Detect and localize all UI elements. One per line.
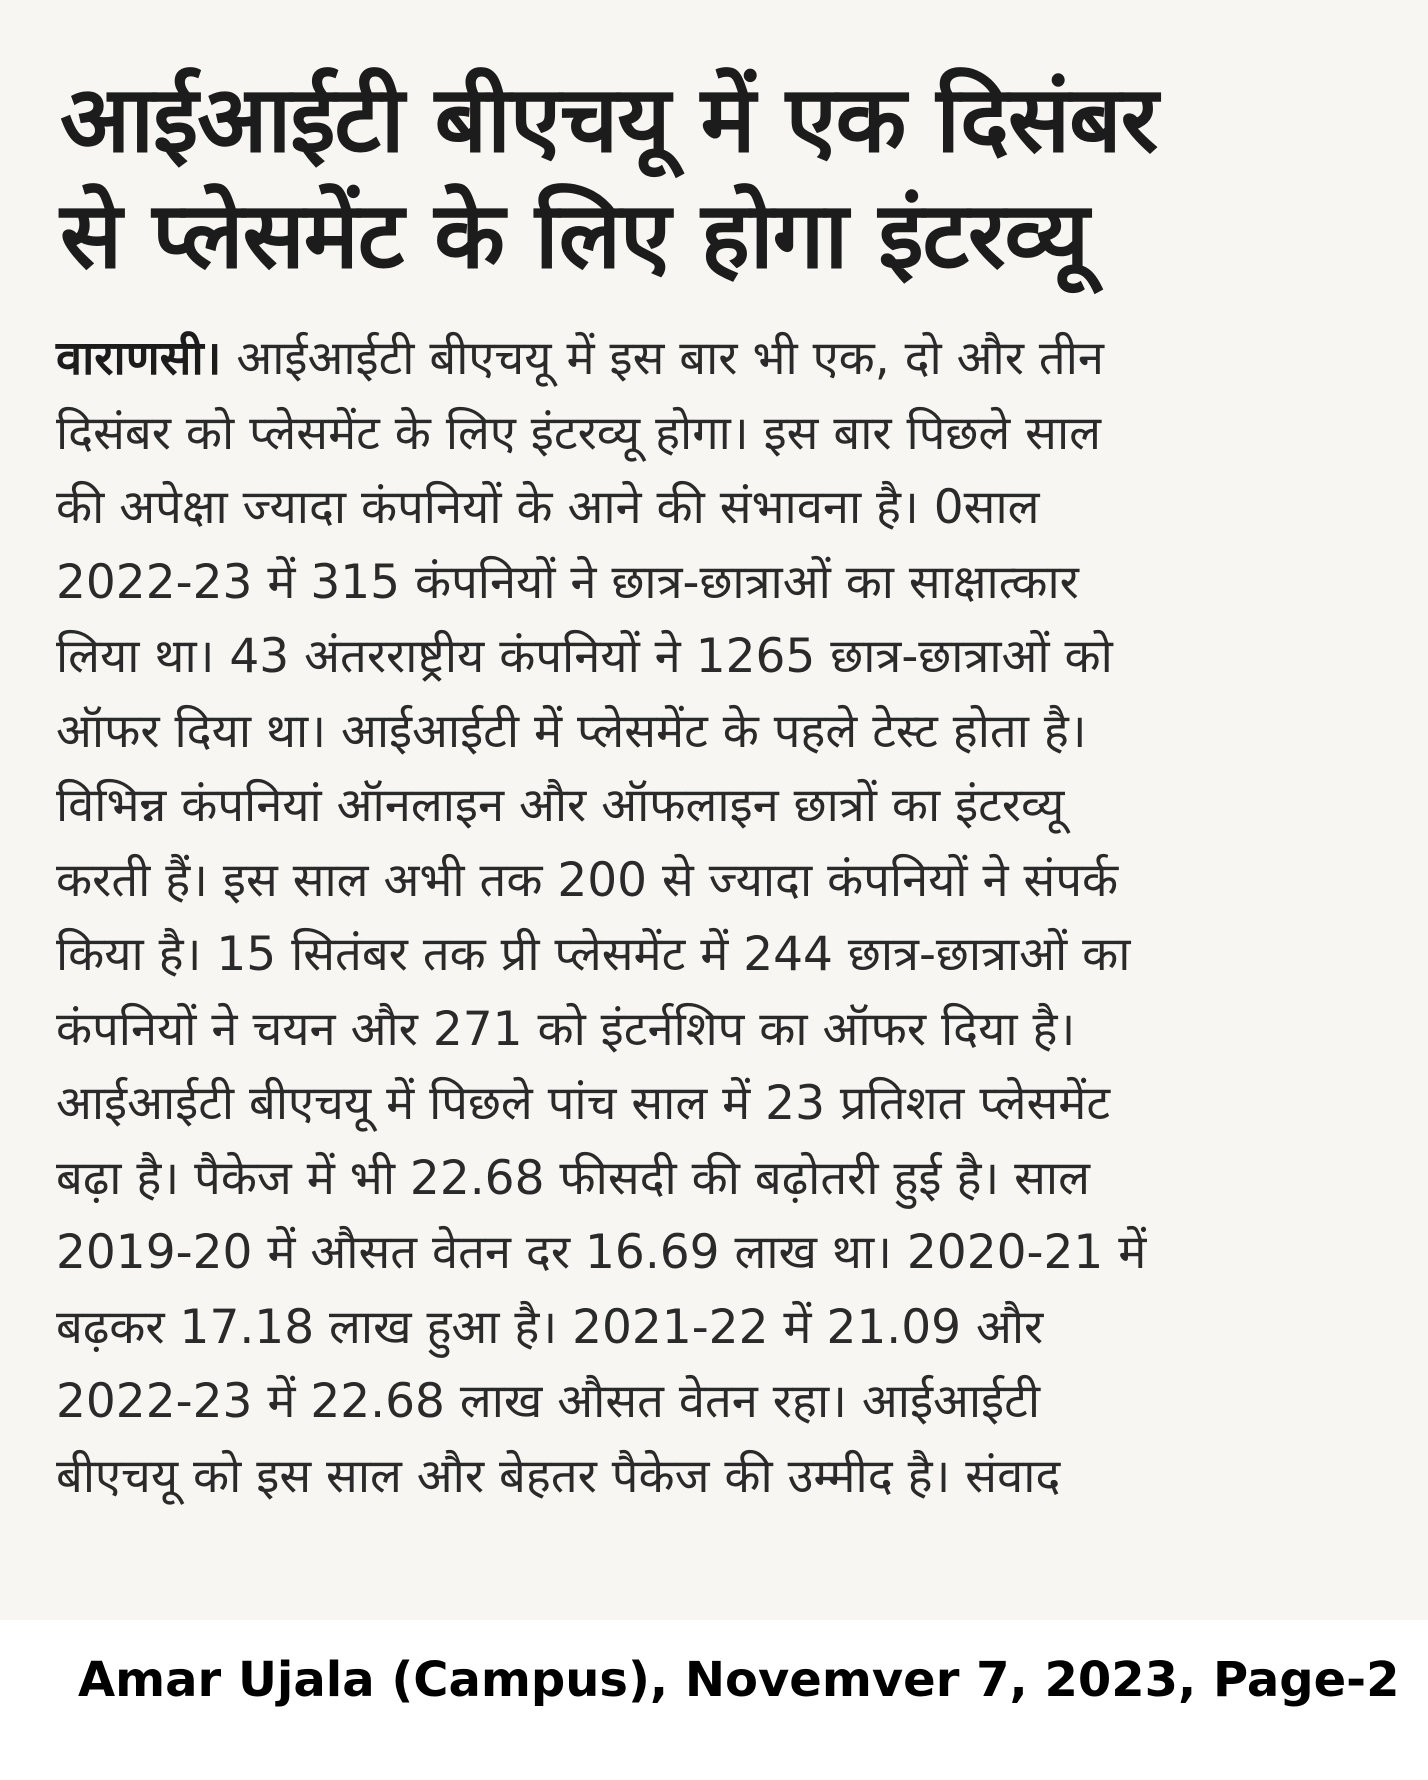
article-line: 2022-23 में 315 कंपनियों ने छात्र-छात्राओं का साक्षात्कार <box>56 554 1079 610</box>
article-line: दिसंबर को प्लेसमेंट के लिए इंटरव्यू होगा। इस बार पिछले साल <box>56 405 1101 461</box>
headline-line: आईआईटी बीएचयू में एक दिसंबर <box>60 66 1158 173</box>
article-line-text: आईआईटी बीएचयू में इस बार भी एक, दो और तीन <box>221 331 1104 386</box>
source-caption: Amar Ujala (Campus), Novemver 7, 2023, Page-2 <box>78 1652 1400 1708</box>
article-body <box>56 322 1396 1514</box>
dateline: वाराणसी। <box>56 331 222 386</box>
article-line: कंपनियों ने चयन और 271 को इंटर्नशिप का ऑफर दिया है। <box>56 1001 1076 1057</box>
article-line: बढ़कर 17.18 लाख हुआ है। 2021-22 में 21.09 और <box>56 1299 1044 1355</box>
article-line: बीएचयू को इस साल और बेहतर पैकेज की उम्मीद है। संवाद <box>56 1448 1061 1504</box>
article-line: विभिन्न कंपनियां ऑनलाइन और ऑफलाइन छात्रों का इंटरव्यू <box>56 778 1065 833</box>
article-line: 2022-23 में 22.68 लाख औसत वेतन रहा। आईआईटी <box>56 1374 1040 1429</box>
headline <box>60 62 1390 294</box>
article-line: लिया था। 43 अंतरराष्ट्रीय कंपनियों ने 1265 छात्र-छात्राओं को <box>56 629 1113 684</box>
article-line: ऑफर दिया था। आईआईटी में प्लेसमेंट के पहले टेस्ट होता है। <box>56 703 1087 759</box>
article-line: किया है। 15 सितंबर तक प्री प्लेसमेंट में 244 छात्र-छात्राओं का <box>56 927 1131 982</box>
article-first-line <box>56 322 1396 397</box>
article-line: आईआईटी बीएचयू में पिछले पांच साल में 23 प्रतिशत प्लेसमेंट <box>56 1076 1111 1131</box>
article-line: करती हैं। इस साल अभी तक 200 से ज्यादा कंपनियों ने संपर्क <box>56 852 1119 908</box>
headline-line: से प्लेसमेंट के लिए होगा इंटरव्यू <box>60 182 1089 289</box>
article-line: की अपेक्षा ज्यादा कंपनियों के आने की संभावना है। 0साल <box>56 480 1040 535</box>
article-line: बढ़ा है। पैकेज में भी 22.68 फीसदी की बढ़ोतरी हुई है। साल <box>56 1150 1090 1206</box>
article-line: 2019-20 में औसत वेतन दर 16.69 लाख था। 2020-21 में <box>56 1225 1147 1280</box>
